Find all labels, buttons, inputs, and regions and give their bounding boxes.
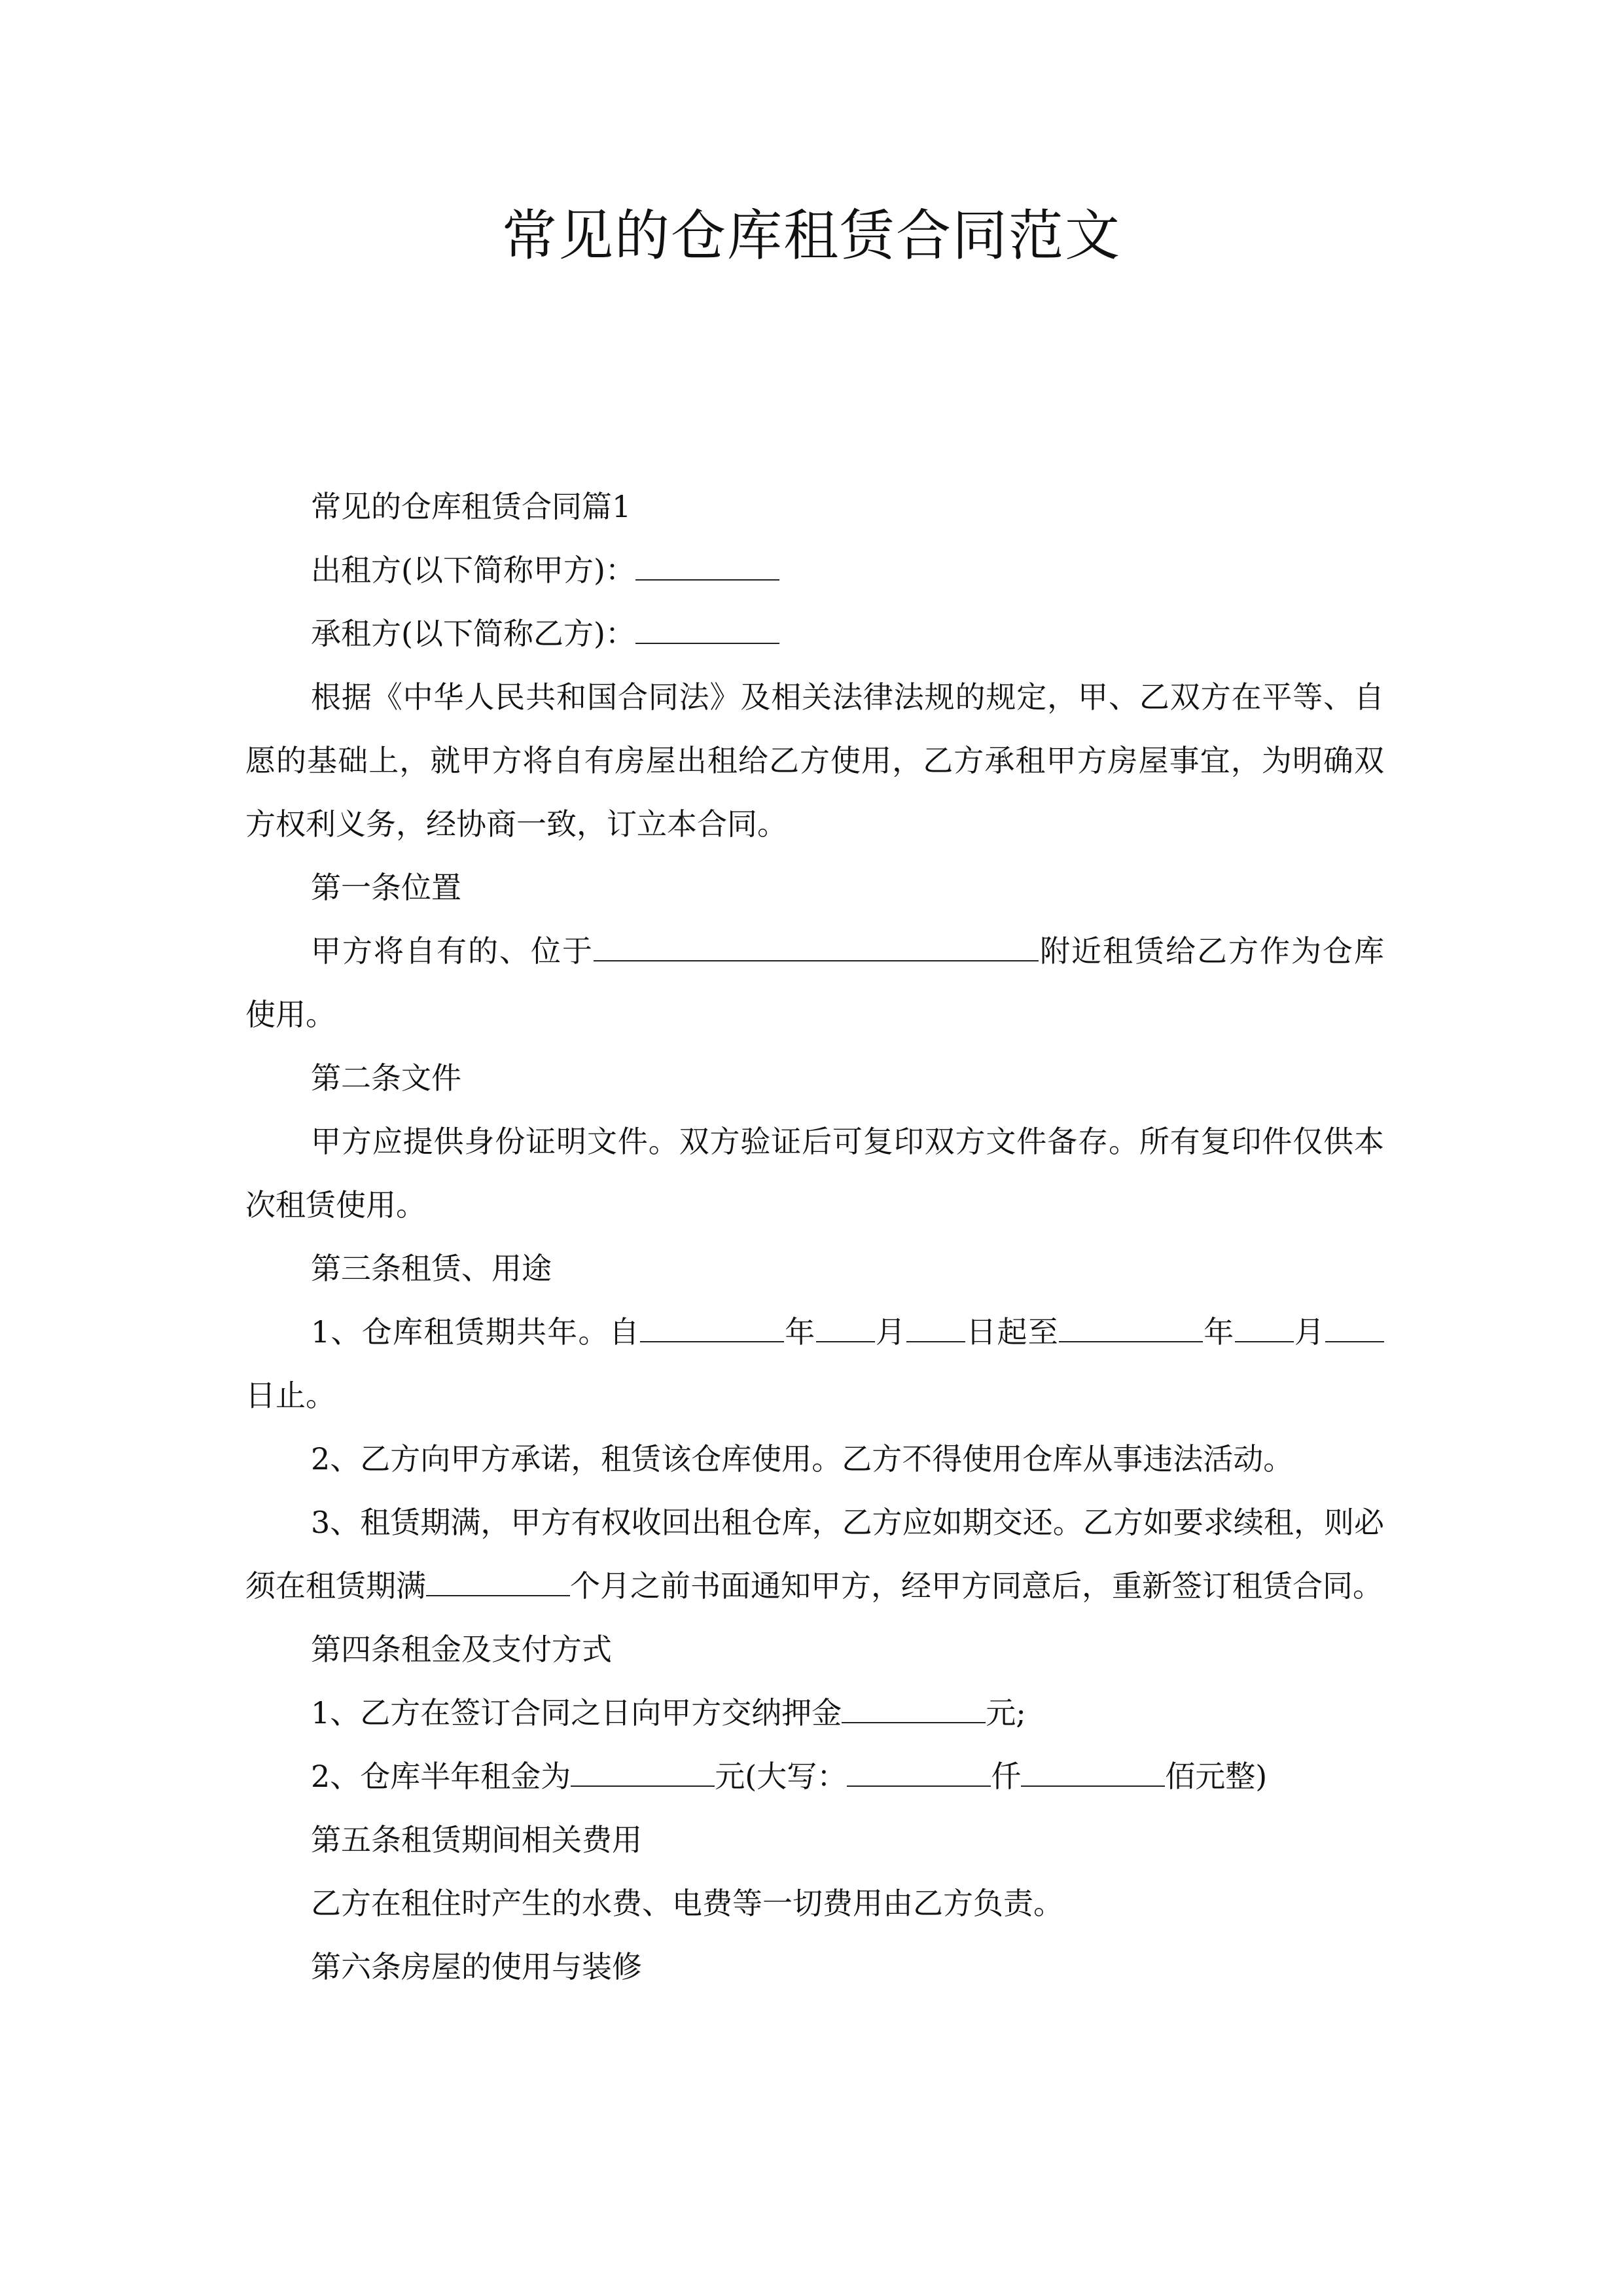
- start-month-blank[interactable]: [816, 1311, 875, 1342]
- lessor-blank[interactable]: [635, 549, 779, 581]
- rent-amount-blank[interactable]: [571, 1755, 715, 1787]
- day-from-label: 日起至: [965, 1314, 1060, 1350]
- month-label: 月: [874, 1314, 907, 1350]
- lessee-line: [245, 602, 1384, 666]
- rent-thousands-blank[interactable]: [847, 1755, 991, 1787]
- article-6-heading: 第六条房屋的使用与装修: [311, 1949, 642, 1984]
- article-4-heading: 第四条租金及支付方式: [311, 1632, 612, 1667]
- deposit-blank[interactable]: [842, 1692, 986, 1723]
- article-3-item-2: 2、乙方向甲方承诺，租赁该仓库使用。乙方不得使用仓库从事违法活动。: [311, 1441, 1294, 1477]
- renewal-months-blank[interactable]: [426, 1565, 570, 1596]
- rent-text-c: 仟: [991, 1759, 1022, 1794]
- start-year-blank[interactable]: [640, 1311, 784, 1342]
- lessee-label: 承租方(以下简称乙方)：: [311, 616, 635, 651]
- year-label: 年: [784, 1314, 816, 1350]
- deposit-text-a: 1、乙方在签订合同之日向甲方交纳押金: [311, 1695, 842, 1731]
- article-1-text: [245, 920, 1384, 1047]
- end-day-blank[interactable]: [1325, 1311, 1384, 1342]
- contract-subtitle: 常见的仓库租赁合同篇1: [311, 489, 632, 524]
- rent-text-b: 元(大写：: [715, 1759, 847, 1794]
- lessor-label: 出租方(以下简称甲方)：: [311, 552, 635, 588]
- rent-hundreds-blank[interactable]: [1021, 1755, 1165, 1787]
- end-month-label: 月: [1293, 1314, 1326, 1350]
- renewal-text-a: 3、租赁期满，甲方有权收回出租仓库，乙方应如期交还。乙方如要求续租，则必须在租赁期满: [245, 1505, 1384, 1604]
- end-year-label: 年: [1203, 1314, 1235, 1350]
- rent-text-d: 佰元整): [1165, 1759, 1268, 1794]
- preamble-paragraph: 根据《中华人民共和国合同法》及相关法律法规的规定，甲、乙双方在平等、自愿的基础上，就甲方将自有房屋出租给乙方使用，乙方承租甲方房屋事宜，为明确双方权利义务，经协商一致，订立本合同。: [245, 679, 1384, 842]
- lessor-line: [245, 539, 1384, 602]
- article-3-heading: 第三条租赁、用途: [311, 1251, 552, 1286]
- location-blank[interactable]: [594, 930, 1039, 961]
- renewal-text-b: 个月之前书面通知甲方，经甲方同意后，重新签订租赁合同。: [570, 1568, 1383, 1604]
- lessee-blank[interactable]: [635, 613, 779, 644]
- article-2-text: 甲方应提供身份证明文件。双方验证后可复印双方文件备存。所有复印件仅供本次租赁使用。: [245, 1124, 1384, 1223]
- start-day-blank[interactable]: [906, 1311, 965, 1342]
- rent-text-a: 2、仓库半年租金为: [311, 1759, 571, 1794]
- article-2-heading: 第二条文件: [311, 1060, 461, 1096]
- article-5-text: 乙方在租住时产生的水费、电费等一切费用由乙方负责。: [311, 1886, 1063, 1921]
- end-year-blank[interactable]: [1059, 1311, 1203, 1342]
- deposit-text-b: 元;: [986, 1695, 1026, 1731]
- article-1-text-b: 附近租赁给乙方作为仓库使用。: [245, 933, 1384, 1032]
- day-end-label: 日止。: [245, 1378, 336, 1413]
- article-5-heading: 第五条租赁期间相关费用: [311, 1822, 642, 1857]
- article-1-text-a: 甲方将自有的、位于: [311, 933, 594, 969]
- end-month-blank[interactable]: [1235, 1311, 1294, 1342]
- article-3-item-1: [245, 1300, 1384, 1427]
- article-1-heading: 第一条位置: [311, 870, 461, 905]
- article-4-item-2: [245, 1745, 1384, 1808]
- document-body: [245, 475, 1384, 1999]
- lease-term-text: 1、仓库租赁期共年。自: [311, 1314, 641, 1350]
- article-3-item-3: [245, 1491, 1384, 1618]
- document-title: 常见的仓库租赁合同范文: [501, 204, 1121, 268]
- article-4-item-1: [245, 1681, 1384, 1745]
